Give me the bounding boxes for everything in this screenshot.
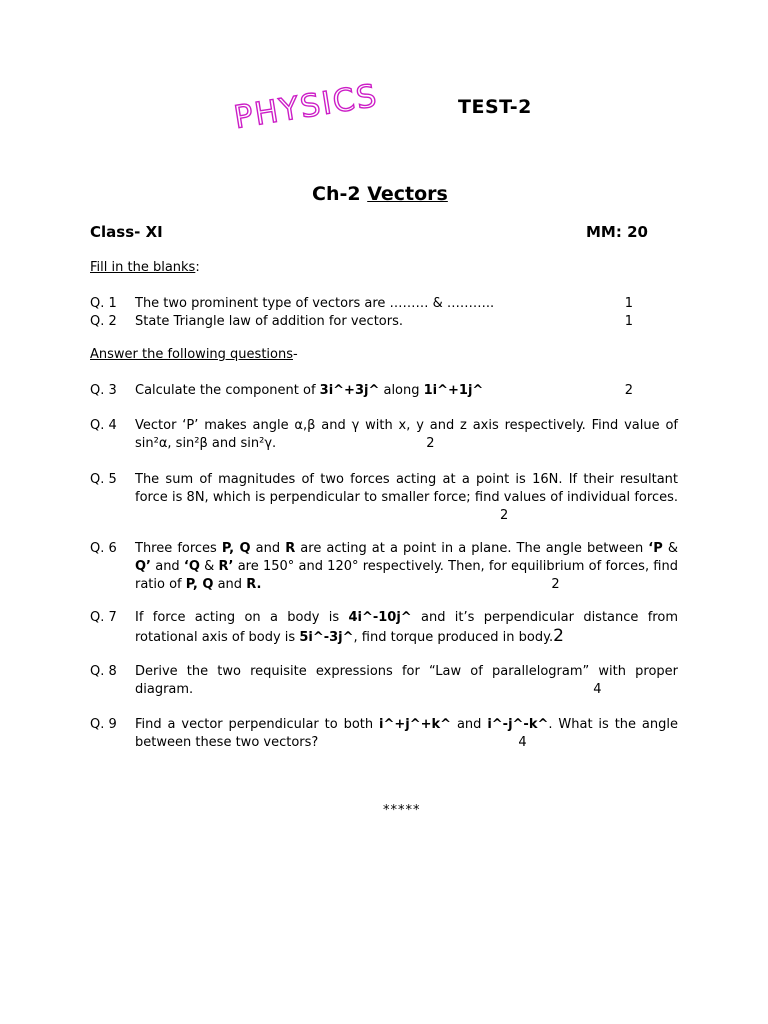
question-number: Q. 1: [90, 296, 117, 311]
text-run: &: [662, 541, 678, 556]
question-number: Q. 8: [90, 664, 117, 679]
question-text: [135, 609, 678, 647]
force-name: R’: [218, 559, 234, 574]
question-8: [90, 663, 678, 699]
question-9: [90, 716, 678, 752]
text-run: are acting at a point in a plane. The angle between: [295, 541, 649, 556]
question-3: [90, 382, 678, 400]
question-marks: 2: [500, 508, 509, 523]
question-marks: 2: [553, 626, 564, 646]
question-text: [135, 540, 678, 594]
text-run: The sum of magnitudes of two forces acting at a point is 16N. If their resultant force is 8N, which is perpendicular to smaller force; find values of individual forces.: [135, 472, 678, 505]
question-1: [90, 295, 678, 313]
text-run: and: [250, 541, 286, 556]
question-marks: 4: [593, 682, 602, 697]
force-name: Q’: [135, 559, 151, 574]
question-number: Q. 2: [90, 314, 117, 329]
chapter-prefix: Ch-2: [312, 183, 368, 205]
question-number: Q. 4: [90, 418, 117, 433]
text-run: &: [199, 559, 219, 574]
text-run: Calculate the component of: [135, 383, 320, 398]
question-number: Q. 6: [90, 541, 117, 556]
vector-expression: 5i^-3j^: [299, 630, 354, 645]
question-text: [135, 716, 678, 752]
question-text: [135, 417, 678, 453]
text-run: Find a vector perpendicular to both: [135, 717, 380, 732]
question-marks: 4: [518, 735, 527, 750]
text-run: and: [213, 577, 247, 592]
max-marks-label: MM: 20: [586, 223, 648, 241]
section-heading: Fill in the blanks: [90, 260, 196, 275]
question-text: The two prominent type of vectors are ……… & ………..: [135, 296, 495, 311]
question-7: [90, 609, 678, 647]
text-run: If force acting on a body is: [135, 610, 349, 625]
section-fill-blanks: [90, 260, 200, 275]
question-number: Q. 9: [90, 717, 117, 732]
question-4: [90, 417, 678, 453]
question-number: Q. 5: [90, 472, 117, 487]
question-marks: 2: [551, 577, 560, 592]
question-marks: 1: [624, 314, 633, 329]
vector-expression: 4i^-10j^: [348, 610, 412, 625]
text-run: and: [151, 559, 184, 574]
question-text: [135, 663, 678, 699]
vector-expression: 3i^+3j^: [319, 383, 380, 398]
text-run: Three forces: [135, 541, 222, 556]
force-name: R: [285, 541, 296, 556]
text-run: . What is the angle between these two vectors?: [135, 717, 679, 750]
text-run: Derive the two requisite expressions for “Law of parallelogram” with proper diagram.: [135, 664, 678, 697]
question-text: [135, 382, 678, 400]
force-name: ‘Q: [183, 559, 200, 574]
physics-logo: PHYSICS: [231, 77, 381, 136]
force-name: R.: [246, 577, 262, 592]
question-number: Q. 7: [90, 610, 117, 625]
question-marks: 1: [624, 296, 633, 311]
text-run: and it’s perpendicular distance from rotational axis of body is: [135, 610, 678, 645]
text-run: are 150° and 120° respectively. Then, for equilibrium of forces, find ratio of: [135, 559, 678, 592]
vector-expression: i^+j^+k^: [379, 717, 452, 732]
text-run: Vector ‘P’ makes angle α,β and γ with x, y and z axis respectively. Find value of sin²α, sin²β and sin²γ.: [135, 418, 678, 451]
section-answer-questions: [90, 347, 298, 362]
vector-expression: i^-j^-k^: [487, 717, 549, 732]
question-marks: 2: [426, 436, 435, 451]
chapter-name: Vectors: [367, 183, 448, 205]
force-name: P, Q: [185, 577, 214, 592]
class-label: Class- XI: [90, 223, 163, 241]
question-text: State Triangle law of addition for vectors.: [135, 314, 403, 329]
chapter-title: [312, 183, 448, 205]
question-2: [90, 313, 678, 331]
question-6: [90, 540, 678, 594]
force-name: P, Q: [221, 541, 251, 556]
section-suffix: -: [293, 347, 298, 362]
text-run: and: [451, 717, 488, 732]
section-suffix: :: [195, 260, 200, 275]
test-title: TEST-2: [458, 96, 532, 118]
section-heading: Answer the following questions: [90, 347, 293, 362]
vector-expression: 1i^+1j^: [423, 383, 484, 398]
question-marks: 2: [624, 383, 633, 398]
question-number: Q. 3: [90, 383, 117, 398]
text-run: along: [379, 383, 424, 398]
question-5: [90, 471, 678, 525]
question-text: [135, 471, 678, 525]
force-name: ‘P: [648, 541, 663, 556]
end-marker: *****: [383, 803, 421, 818]
text-run: , find torque produced in body.: [353, 630, 554, 645]
